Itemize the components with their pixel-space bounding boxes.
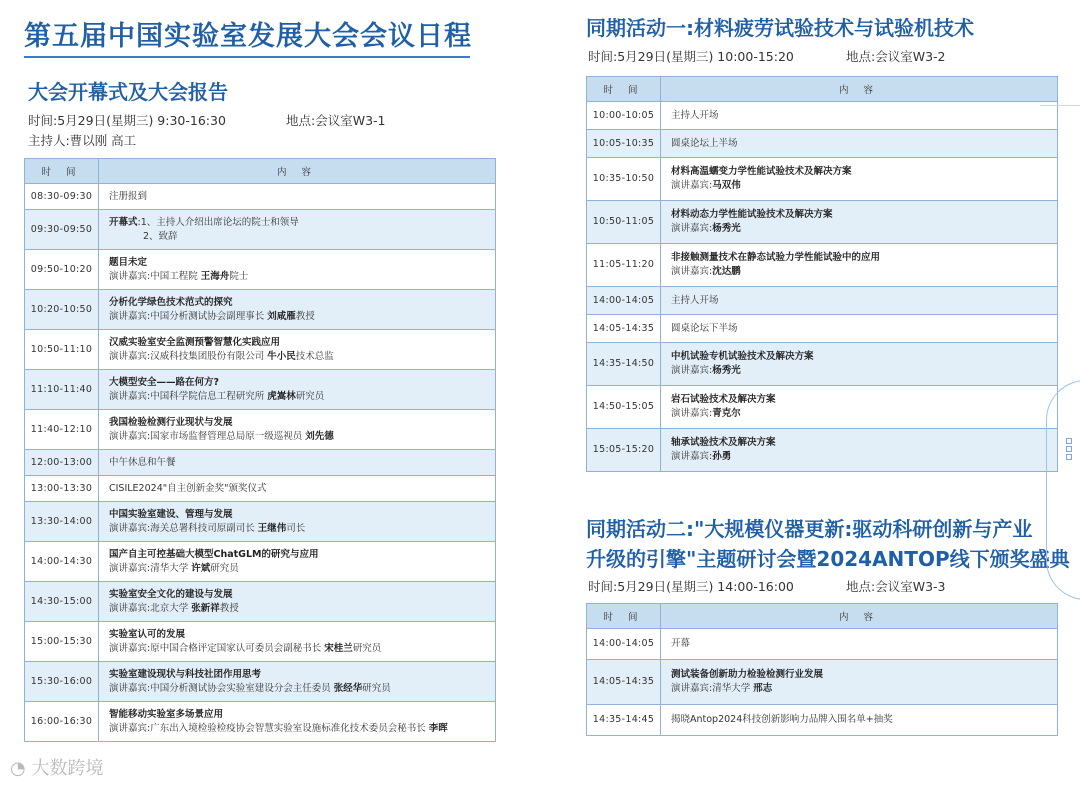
- row-content: [99, 662, 496, 702]
- row-title: [671, 109, 1047, 123]
- row-title: [109, 256, 485, 270]
- speaker-label: 演讲嘉宾:国家市场监督管理总局原一级巡视员: [109, 430, 306, 442]
- table-header: [587, 77, 1058, 102]
- row-subtitle: [109, 562, 485, 576]
- header-content: 内 容: [661, 77, 1058, 102]
- row-title-text: 中机试验专机试验技术及解决方案: [671, 351, 814, 363]
- row-title-text: 中午休息和午餐: [109, 456, 176, 468]
- row-time: 15:30-16:00: [25, 662, 99, 702]
- speaker-name: 宋桂兰: [324, 642, 353, 654]
- watermark-logo: [10, 754, 103, 780]
- table-row: [25, 410, 496, 450]
- row-content: [99, 210, 496, 250]
- row-time: 14:35-14:45: [587, 705, 661, 736]
- row-subtitle: [109, 230, 485, 244]
- speaker-name: 马双伟: [712, 180, 741, 191]
- row-title-text: 圆桌论坛上半场: [671, 137, 738, 149]
- row-title-text: 汉威实验室安全监测预警智慧化实践应用: [109, 336, 281, 348]
- speaker-label: 演讲嘉宾:清华大学: [109, 562, 192, 574]
- table-row: [587, 158, 1058, 201]
- table-row: [587, 629, 1058, 660]
- table-header: [587, 604, 1058, 629]
- table-row: [587, 705, 1058, 736]
- speaker-title: 技术总监: [295, 350, 334, 362]
- row-title-text: 圆桌论坛下半场: [671, 322, 738, 334]
- row-title-text: 分析化学绿色技术范式的探究: [109, 296, 233, 308]
- speaker-label: 演讲嘉宾:: [671, 408, 713, 419]
- speaker-title: 研究员: [352, 642, 382, 654]
- row-content: [99, 290, 496, 330]
- row-title: [671, 713, 1047, 727]
- row-title-text: 非接触测量技术在静态试验力学性能试验中的应用: [671, 252, 881, 264]
- row-content: [661, 158, 1058, 201]
- table-row: [25, 184, 496, 210]
- row-title-text: CISILE2024"自主创新金奖"颁奖仪式: [109, 482, 267, 494]
- speaker-title: 研究员: [362, 682, 391, 694]
- row-subtitle: [109, 310, 485, 324]
- table-row: [587, 130, 1058, 158]
- row-time: 14:00-14:05: [587, 287, 661, 315]
- row-time: 14:30-15:00: [25, 582, 99, 622]
- row-content: [99, 502, 496, 542]
- event2-schedule-table: [586, 603, 1058, 736]
- speaker-label: 演讲嘉宾:北京大学: [109, 602, 192, 614]
- row-title: [109, 456, 485, 470]
- row-title: [671, 322, 1047, 336]
- main-meta-row: [28, 111, 386, 129]
- speaker-label: 演讲嘉宾:: [671, 223, 713, 234]
- speaker-label: 演讲嘉宾:汉威科技集团股份有限公司: [109, 350, 268, 362]
- row-title-text: 实验室安全文化的建设与发展: [109, 588, 233, 600]
- row-subtitle: [109, 350, 485, 364]
- speaker-name: 牛小民: [267, 350, 296, 362]
- row-content: [661, 287, 1058, 315]
- header-time: 时 间: [25, 159, 99, 184]
- row-subtitle: [109, 682, 485, 696]
- event1-time: 时间:5月29日(星期三) 10:00-15:20: [588, 49, 794, 64]
- header-content: 内 容: [99, 159, 496, 184]
- table-row: [25, 210, 496, 250]
- row-title-text: 岩石试验技术及解决方案: [671, 394, 776, 406]
- row-title: [109, 508, 485, 522]
- speaker-title: 教授: [295, 310, 315, 322]
- table-row: [25, 622, 496, 662]
- row-title: [671, 251, 1047, 265]
- row-time: 10:20-10:50: [25, 290, 99, 330]
- speaker-name: 许斌: [191, 562, 211, 574]
- main-host: 主持人:曹以刚 高工: [28, 133, 137, 148]
- row-time: 10:05-10:35: [587, 130, 661, 158]
- row-time: 14:35-14:50: [587, 343, 661, 386]
- row-title-text: 材料高温蠕变力学性能试验技术及解决方案: [671, 166, 852, 178]
- event1-schedule-table: [586, 76, 1058, 472]
- row-time: 12:00-13:00: [25, 450, 99, 476]
- row-time: 10:35-10:50: [587, 158, 661, 201]
- row-content: [99, 410, 496, 450]
- table-header: [25, 159, 496, 184]
- speaker-name: 杨秀光: [712, 365, 741, 376]
- row-subtitle: [671, 682, 1047, 696]
- table-row: [25, 502, 496, 542]
- row-title: [671, 165, 1047, 179]
- row-content: [99, 582, 496, 622]
- speaker-label: 演讲嘉宾:中国工程院: [109, 270, 201, 282]
- speaker-title: 研究员: [210, 562, 239, 574]
- row-title-text: 揭晓Antop2024科技创新影响力品牌入围名单+抽奖: [671, 714, 893, 726]
- row-title-lead: 开幕式: [109, 216, 138, 228]
- speaker-label: 演讲嘉宾:原中国合格评定国家认可委员会副秘书长: [109, 642, 325, 654]
- header-time: 时 间: [587, 604, 661, 629]
- event2-meta-row: [588, 577, 946, 595]
- row-title-text: 开幕: [671, 638, 691, 650]
- table-row: [25, 662, 496, 702]
- row-content: [661, 660, 1058, 705]
- row-time: 11:10-11:40: [25, 370, 99, 410]
- row-time: 11:40-12:10: [25, 410, 99, 450]
- speaker-name: 邢志: [753, 683, 773, 694]
- table-row: [587, 244, 1058, 287]
- speaker-name: 张新祥: [191, 602, 220, 614]
- row-title: [109, 336, 485, 350]
- decorative-grid-icon: [1066, 436, 1080, 476]
- row-content: [99, 450, 496, 476]
- speaker-name: 杨秀光: [712, 223, 741, 234]
- row-title-text: 测试装备创新助力检验检测行业发展: [671, 669, 824, 681]
- row-content: [661, 315, 1058, 343]
- row-title-text: 中国实验室建设、管理与发展: [109, 508, 233, 520]
- row-time: 14:50-15:05: [587, 386, 661, 429]
- row-subtitle: [109, 602, 485, 616]
- speaker-name: 张经华: [333, 682, 363, 694]
- row-title: [109, 588, 485, 602]
- row-title: [109, 628, 485, 642]
- row-time: 11:05-11:20: [587, 244, 661, 287]
- row-title: [671, 208, 1047, 222]
- table-row: [25, 370, 496, 410]
- row-title: [671, 350, 1047, 364]
- event1-meta-row: [588, 47, 946, 65]
- row-subtitle: [671, 179, 1047, 193]
- speaker-name: 虎嵩林: [267, 390, 296, 402]
- row-content: [661, 386, 1058, 429]
- row-time: 14:05-14:35: [587, 315, 661, 343]
- row-content: [661, 343, 1058, 386]
- row-content: [99, 622, 496, 662]
- table-row: [25, 702, 496, 742]
- title-divider: [24, 56, 470, 58]
- row-subtitle: [109, 722, 485, 736]
- section-title-main: 大会开幕式及大会报告: [28, 80, 228, 104]
- row-time: 15:00-15:30: [25, 622, 99, 662]
- row-title: [109, 416, 485, 430]
- speaker-name: 孙勇: [712, 451, 732, 462]
- row-title: [671, 637, 1047, 651]
- row-subtitle: [671, 450, 1047, 464]
- row-subtitle: [671, 407, 1047, 421]
- row-content: [99, 542, 496, 582]
- main-location: 地点:会议室W3-1: [286, 113, 386, 128]
- row-title: [671, 393, 1047, 407]
- row-title-text: 主持人开场: [671, 294, 719, 306]
- speaker-label: 演讲嘉宾:: [671, 365, 713, 376]
- row-content: [661, 130, 1058, 158]
- row-title: [109, 482, 485, 496]
- speaker-label: 演讲嘉宾:中国科学院信息工程研究所: [109, 390, 268, 402]
- table-row: [587, 287, 1058, 315]
- event1-location: 地点:会议室W3-2: [846, 49, 946, 64]
- row-title: [109, 190, 485, 204]
- row-title-text: 大模型安全——路在何方?: [109, 376, 220, 388]
- speaker-name: 青克尔: [712, 408, 741, 419]
- row-time: 10:50-11:10: [25, 330, 99, 370]
- row-subtitle: [109, 522, 485, 536]
- speaker-label: 演讲嘉宾:中国分析测试协会副理事长: [109, 310, 268, 322]
- table-row: [587, 343, 1058, 386]
- header-time: 时 间: [587, 77, 661, 102]
- row-time: 09:50-10:20: [25, 250, 99, 290]
- row-content: [661, 429, 1058, 472]
- table-row: [25, 542, 496, 582]
- row-title-text: :1、主持人介绍出席论坛的院士和领导: [137, 216, 299, 228]
- row-title: [109, 296, 485, 310]
- table-row: [25, 290, 496, 330]
- row-content: [99, 250, 496, 290]
- row-content: [99, 476, 496, 502]
- row-title: [671, 137, 1047, 151]
- row-time: 10:50-11:05: [587, 201, 661, 244]
- row-subtitle: [109, 642, 485, 656]
- speaker-name: 王继伟: [257, 522, 287, 534]
- row-title-text: 实验室认可的发展: [109, 628, 186, 640]
- speaker-label: 演讲嘉宾:: [671, 180, 713, 191]
- decorative-line: [1040, 105, 1080, 106]
- table-row: [25, 330, 496, 370]
- row-title: [671, 294, 1047, 308]
- row-title-text: 实验室建设现状与科技社团作用思考: [109, 668, 262, 680]
- row-content: [661, 629, 1058, 660]
- header-content: 内 容: [661, 604, 1058, 629]
- speaker-title: 教授: [219, 602, 239, 614]
- table-row: [587, 429, 1058, 472]
- watermark-icon: ◔: [10, 758, 26, 779]
- event2-location: 地点:会议室W3-3: [846, 579, 946, 594]
- speaker-name: 沈达鹏: [712, 266, 741, 277]
- speaker-label: 演讲嘉宾:清华大学: [671, 683, 754, 694]
- row-title-text: 主持人开场: [671, 109, 719, 121]
- row-title-text: 题目未定: [109, 256, 148, 268]
- main-schedule-table: [24, 158, 496, 742]
- table-row: [25, 582, 496, 622]
- row-time: 09:30-09:50: [25, 210, 99, 250]
- row-content: [99, 330, 496, 370]
- watermark-text: 大数跨境: [31, 758, 104, 779]
- page-title: 第五届中国实验室发展大会会议日程: [24, 21, 472, 52]
- row-subtitle: [671, 265, 1047, 279]
- row-time: 08:30-09:30: [25, 184, 99, 210]
- row-subtitle: [671, 364, 1047, 378]
- row-title-text: 材料动态力学性能试验技术及解决方案: [671, 209, 833, 221]
- row-subtitle: [671, 222, 1047, 236]
- row-time: 14:00-14:05: [587, 629, 661, 660]
- row-title-text: 智能移动实验室多场景应用: [109, 708, 224, 720]
- row-time: 14:05-14:35: [587, 660, 661, 705]
- row-content: [661, 244, 1058, 287]
- row-content: [99, 370, 496, 410]
- row-title: [109, 376, 485, 390]
- row-content: [661, 705, 1058, 736]
- row-subtitle-text: 2、致辞: [143, 230, 178, 242]
- row-time: 15:05-15:20: [587, 429, 661, 472]
- row-title-text: 轴承试验技术及解决方案: [671, 437, 776, 449]
- speaker-label: 演讲嘉宾:广东出入境检验检疫协会智慧实验室设施标准化技术委员会秘书长: [109, 722, 429, 734]
- speaker-label: 演讲嘉宾:海关总署科技司原副司长: [109, 522, 258, 534]
- row-title: [109, 216, 485, 230]
- row-title-text: 我国检验检测行业现状与发展: [109, 416, 233, 428]
- speaker-name: 李晖: [428, 722, 448, 734]
- row-title: [109, 548, 485, 562]
- decorative-arc: [1046, 380, 1080, 600]
- row-time: 13:30-14:00: [25, 502, 99, 542]
- section-title-event2-line2: 升级的引擎"主题研讨会暨2024ANTOP线下颁奖盛典: [586, 547, 1070, 571]
- row-time: 13:00-13:30: [25, 476, 99, 502]
- row-title: [109, 668, 485, 682]
- row-title-text: 国产自主可控基础大模型ChatGLM的研究与应用: [109, 548, 319, 560]
- section-title-event1: 同期活动一:材料疲劳试验技术与试验机技术: [586, 16, 974, 40]
- table-row: [587, 386, 1058, 429]
- table-row: [587, 201, 1058, 244]
- main-time: 时间:5月29日(星期三) 9:30-16:30: [28, 113, 226, 128]
- row-subtitle: [109, 430, 485, 444]
- row-time: 10:00-10:05: [587, 102, 661, 130]
- row-content: [99, 184, 496, 210]
- speaker-name: 刘先德: [305, 430, 334, 442]
- speaker-title: 司长: [286, 522, 306, 534]
- table-row: [25, 450, 496, 476]
- row-content: [99, 702, 496, 742]
- speaker-label: 演讲嘉宾:中国分析测试协会实验室建设分会主任委员: [109, 682, 334, 694]
- speaker-name: 王海舟: [200, 270, 230, 282]
- table-row: [25, 250, 496, 290]
- row-content: [661, 102, 1058, 130]
- row-subtitle: [109, 390, 485, 404]
- row-time: 16:00-16:30: [25, 702, 99, 742]
- section-title-event2-line1: 同期活动二:"大规模仪器更新:驱动科研创新与产业: [586, 517, 1033, 541]
- speaker-label: 演讲嘉宾:: [671, 451, 713, 462]
- table-row: [587, 102, 1058, 130]
- speaker-title: 研究员: [295, 390, 325, 402]
- speaker-title: 院士: [229, 270, 249, 282]
- speaker-name: 刘咸雁: [267, 310, 296, 322]
- speaker-label: 演讲嘉宾:: [671, 266, 713, 277]
- table-row: [587, 315, 1058, 343]
- table-row: [587, 660, 1058, 705]
- row-title: [109, 708, 485, 722]
- row-title: [671, 668, 1047, 682]
- row-title: [671, 436, 1047, 450]
- row-title-text: 注册报到: [109, 190, 148, 202]
- row-content: [661, 201, 1058, 244]
- table-row: [25, 476, 496, 502]
- row-time: 14:00-14:30: [25, 542, 99, 582]
- row-subtitle: [109, 270, 485, 284]
- event2-time: 时间:5月29日(星期三) 14:00-16:00: [588, 579, 794, 594]
